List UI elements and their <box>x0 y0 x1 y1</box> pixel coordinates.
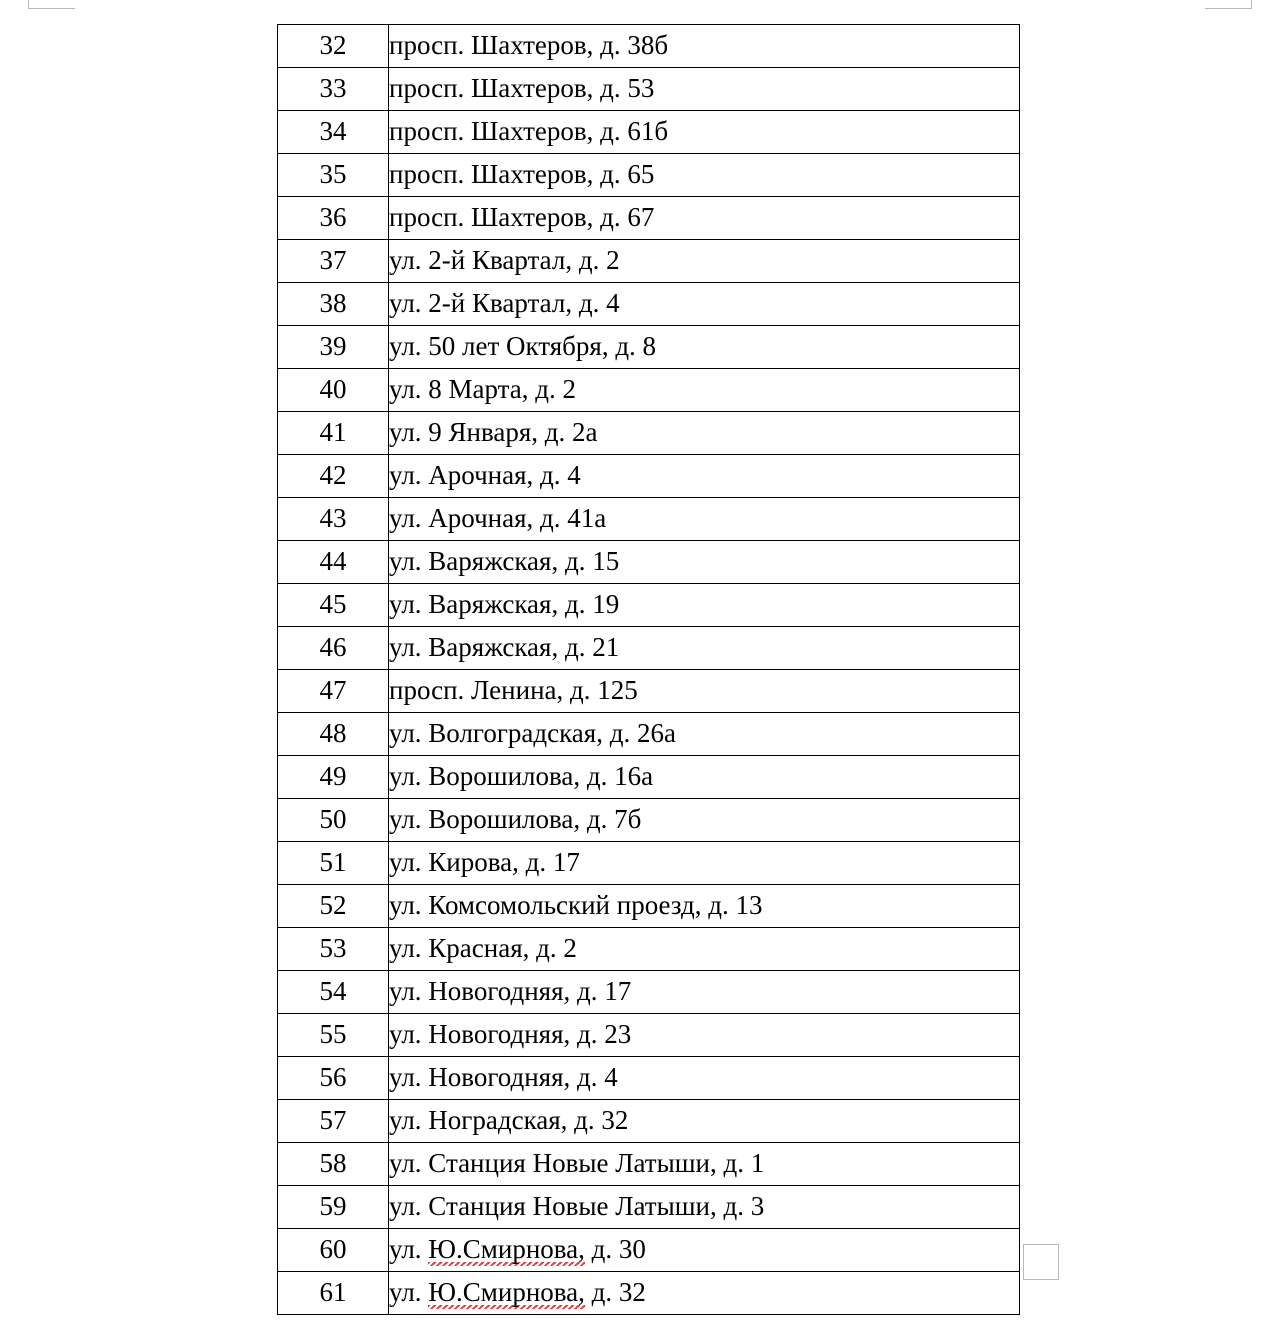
row-address-cell: просп. Ленина, д. 125 <box>389 670 1020 713</box>
page-corner-mark-left <box>28 0 75 9</box>
row-address-cell: ул. Варяжская, д. 15 <box>389 541 1020 584</box>
row-number-cell: 34 <box>278 111 389 154</box>
table-row <box>278 1057 1020 1100</box>
table-end-handle[interactable] <box>1023 1244 1059 1280</box>
row-number-cell: 57 <box>278 1100 389 1143</box>
table-row <box>278 1014 1020 1057</box>
row-number-cell: 61 <box>278 1272 389 1315</box>
row-address-cell: ул. Ноградская, д. 32 <box>389 1100 1020 1143</box>
row-number-cell: 51 <box>278 842 389 885</box>
row-address-cell: ул. Ю.Смирнова, д. 32 <box>389 1272 1020 1315</box>
row-address-cell: просп. Шахтеров, д. 53 <box>389 68 1020 111</box>
row-address-cell: ул. Арочная, д. 4 <box>389 455 1020 498</box>
table-row <box>278 756 1020 799</box>
row-address-cell: ул. Станция Новые Латыши, д. 3 <box>389 1186 1020 1229</box>
table-row <box>278 283 1020 326</box>
table-row <box>278 154 1020 197</box>
spellcheck-underline: Ю.Смирнова, <box>428 1277 585 1312</box>
row-address-cell: просп. Шахтеров, д. 61б <box>389 111 1020 154</box>
row-address-cell: ул. 50 лет Октября, д. 8 <box>389 326 1020 369</box>
row-address-cell: ул. Арочная, д. 41а <box>389 498 1020 541</box>
row-number-cell: 41 <box>278 412 389 455</box>
row-number-cell: 32 <box>278 25 389 68</box>
row-number-cell: 35 <box>278 154 389 197</box>
row-number-cell: 48 <box>278 713 389 756</box>
spellcheck-underline: Ю.Смирнова, <box>428 1234 585 1269</box>
table-row <box>278 455 1020 498</box>
table-row <box>278 971 1020 1014</box>
row-number-cell: 40 <box>278 369 389 412</box>
row-number-cell: 37 <box>278 240 389 283</box>
row-address-cell: ул. Ю.Смирнова, д. 30 <box>389 1229 1020 1272</box>
row-address-cell: ул. Варяжская, д. 21 <box>389 627 1020 670</box>
table-row <box>278 799 1020 842</box>
row-number-cell: 50 <box>278 799 389 842</box>
row-address-cell: ул. Волгоградская, д. 26а <box>389 713 1020 756</box>
table-row <box>278 885 1020 928</box>
row-address-cell: ул. 2-й Квартал, д. 2 <box>389 240 1020 283</box>
row-address-cell: ул. Ворошилова, д. 16а <box>389 756 1020 799</box>
table-row <box>278 197 1020 240</box>
row-number-cell: 54 <box>278 971 389 1014</box>
row-address-cell: просп. Шахтеров, д. 38б <box>389 25 1020 68</box>
table-row <box>278 369 1020 412</box>
row-number-cell: 58 <box>278 1143 389 1186</box>
page-corner-mark-right <box>1205 0 1252 9</box>
table-row <box>278 240 1020 283</box>
row-address-cell: ул. 8 Марта, д. 2 <box>389 369 1020 412</box>
table-row <box>278 1100 1020 1143</box>
table-row <box>278 412 1020 455</box>
row-address-cell: просп. Шахтеров, д. 67 <box>389 197 1020 240</box>
row-number-cell: 39 <box>278 326 389 369</box>
address-table <box>277 24 1020 1315</box>
row-number-cell: 56 <box>278 1057 389 1100</box>
table-row <box>278 1229 1020 1272</box>
row-number-cell: 59 <box>278 1186 389 1229</box>
table-row <box>278 25 1020 68</box>
row-address-cell: ул. Новогодняя, д. 23 <box>389 1014 1020 1057</box>
table-row <box>278 670 1020 713</box>
row-number-cell: 47 <box>278 670 389 713</box>
row-number-cell: 53 <box>278 928 389 971</box>
table-row <box>278 111 1020 154</box>
table-row <box>278 1186 1020 1229</box>
row-number-cell: 52 <box>278 885 389 928</box>
row-number-cell: 49 <box>278 756 389 799</box>
row-address-cell: ул. Варяжская, д. 19 <box>389 584 1020 627</box>
row-number-cell: 36 <box>278 197 389 240</box>
row-address-cell: ул. Красная, д. 2 <box>389 928 1020 971</box>
row-address-cell: ул. 2-й Квартал, д. 4 <box>389 283 1020 326</box>
row-number-cell: 38 <box>278 283 389 326</box>
table-row <box>278 498 1020 541</box>
row-address-cell: просп. Шахтеров, д. 65 <box>389 154 1020 197</box>
row-address-cell: ул. 9 Января, д. 2а <box>389 412 1020 455</box>
table-row <box>278 928 1020 971</box>
row-number-cell: 44 <box>278 541 389 584</box>
row-number-cell: 42 <box>278 455 389 498</box>
row-address-cell: ул. Новогодняя, д. 17 <box>389 971 1020 1014</box>
table-row <box>278 68 1020 111</box>
row-number-cell: 55 <box>278 1014 389 1057</box>
table-row <box>278 1143 1020 1186</box>
table-row <box>278 541 1020 584</box>
row-number-cell: 60 <box>278 1229 389 1272</box>
row-address-cell: ул. Кирова, д. 17 <box>389 842 1020 885</box>
table-row <box>278 713 1020 756</box>
table-row <box>278 584 1020 627</box>
row-address-cell: ул. Ворошилова, д. 7б <box>389 799 1020 842</box>
row-address-cell: ул. Новогодняя, д. 4 <box>389 1057 1020 1100</box>
row-number-cell: 46 <box>278 627 389 670</box>
table-row <box>278 627 1020 670</box>
row-address-cell: ул. Станция Новые Латыши, д. 1 <box>389 1143 1020 1186</box>
table-row <box>278 1272 1020 1315</box>
table-row <box>278 842 1020 885</box>
table-row <box>278 326 1020 369</box>
row-number-cell: 33 <box>278 68 389 111</box>
row-address-cell: ул. Комсомольский проезд, д. 13 <box>389 885 1020 928</box>
row-number-cell: 43 <box>278 498 389 541</box>
row-number-cell: 45 <box>278 584 389 627</box>
